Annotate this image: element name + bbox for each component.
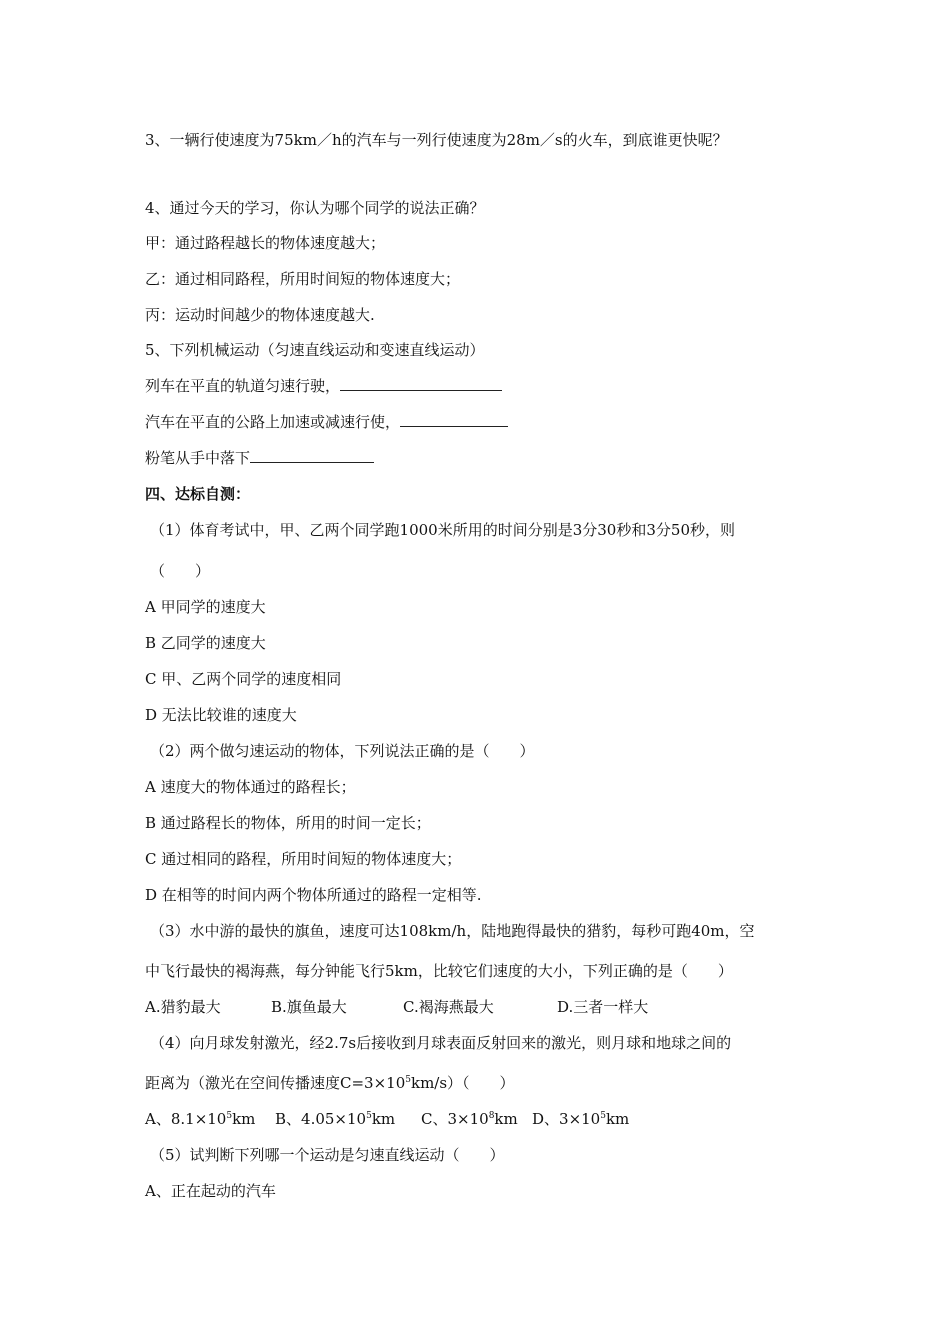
test-1-option-b: B 乙同学的速度大 [145, 634, 266, 652]
test-1-stem: （1）体育考试中，甲、乙两个同学跑1000米所用的时间分别是3分30秒和3分50秒，则 [150, 521, 735, 539]
option-d-base: D、3×10 [532, 1110, 601, 1128]
test-1-option-a: A 甲同学的速度大 [145, 598, 266, 616]
test-1-option-d: D 无法比较谁的速度大 [145, 706, 297, 724]
test-1-answer-paren: （ ） [150, 562, 211, 580]
test-3-options [145, 997, 648, 1017]
test-2-option-b: B 通过路程长的物体，所用的时间一定长； [145, 814, 431, 832]
exponent: 5 [405, 1075, 411, 1085]
test-4-option-d [532, 1109, 629, 1129]
test-2-option-a: A 速度大的物体通过的路程长； [145, 778, 356, 796]
test-4-option-b [275, 1109, 421, 1129]
test-1-option-c: C 甲、乙两个同学的速度相同 [145, 670, 342, 688]
test-4-stem-2-pre: 距离为（激光在空间传播速度C=3×10 [145, 1074, 406, 1092]
exponent: 8 [488, 1111, 495, 1121]
test-2-option-c: C 通过相同的路程，所用时间短的物体速度大； [145, 850, 462, 868]
test-4-option-a [145, 1109, 275, 1129]
exponent: 5 [226, 1111, 233, 1121]
question-5-item-2 [145, 412, 508, 432]
answer-blank[interactable] [250, 448, 374, 463]
test-4-stem-line-1: （4）向月球发射激光，经2.7s后接收到月球表面反射回来的激光，则月球和地球之间的 [150, 1034, 732, 1052]
test-2-option-d: D 在相等的时间内两个物体所通过的路程一定相等. [145, 886, 482, 904]
test-4-stem-line-2 [145, 1073, 515, 1093]
answer-blank[interactable] [340, 376, 502, 391]
test-3-option-c: C.褐海燕最大 [403, 998, 494, 1016]
question-5-item-3-text: 粉笔从手中落下 [145, 449, 251, 467]
option-c-unit: km [494, 1110, 518, 1128]
option-a-base: A、8.1×10 [145, 1110, 227, 1128]
exponent: 5 [600, 1111, 606, 1121]
option-c-base: C、3×10 [421, 1110, 489, 1128]
question-3: 3、一辆行使速度为75km／h的汽车与一列行使速度为28m／s的火车，到底谁更快呢？ [145, 131, 728, 149]
test-4-stem-2-post: km/s）（ ） [410, 1074, 515, 1092]
test-3-option-a: A.猎豹最大 [145, 998, 221, 1016]
answer-blank[interactable] [400, 412, 508, 427]
option-a-unit: km [232, 1110, 256, 1128]
option-b-base: B、4.05×10 [275, 1110, 367, 1128]
test-5-option-a: A、正在起动的汽车 [145, 1182, 276, 1200]
test-2-stem: （2）两个做匀速运动的物体，下列说法正确的是（ ） [150, 742, 535, 760]
option-b-unit: km [371, 1110, 396, 1128]
exponent: 5 [366, 1111, 372, 1121]
option-d-unit: km [605, 1110, 630, 1128]
question-5-item-1 [145, 376, 502, 396]
test-3-stem-line-1: （3）水中游的最快的旗鱼，速度可达108km/h，陆地跑得最快的猎豹，每秒可跑40m，空 [150, 922, 755, 940]
section-heading: 四、达标自测： [145, 485, 251, 503]
question-5-item-2-text: 汽车在平直的公路上加速或减速行使， [145, 413, 401, 431]
test-4-option-c [421, 1109, 532, 1129]
question-5-prompt: 5、下列机械运动（匀速直线运动和变速直线运动） [145, 341, 485, 359]
question-4-statement-jia: 甲：通过路程越长的物体速度越大； [145, 234, 386, 252]
question-4-statement-bing: 丙：运动时间越少的物体速度越大. [145, 306, 375, 324]
test-5-stem: （5）试判断下列哪一个运动是匀速直线运动（ ） [150, 1146, 505, 1164]
test-3-stem-line-2: 中飞行最快的褐海燕，每分钟能飞行5km，比较它们速度的大小，下列正确的是（ ） [145, 962, 733, 980]
question-5-item-3 [145, 448, 374, 468]
question-5-item-1-text: 列车在平直的轨道匀速行驶， [145, 377, 341, 395]
test-4-options [145, 1109, 629, 1129]
question-4-statement-yi: 乙：通过相同路程，所用时间短的物体速度大； [145, 270, 461, 288]
question-4-prompt: 4、通过今天的学习，你认为哪个同学的说法正确？ [145, 199, 485, 217]
test-3-option-d: D.三者一样大 [557, 998, 649, 1016]
test-3-option-b: B.旗鱼最大 [271, 998, 347, 1016]
